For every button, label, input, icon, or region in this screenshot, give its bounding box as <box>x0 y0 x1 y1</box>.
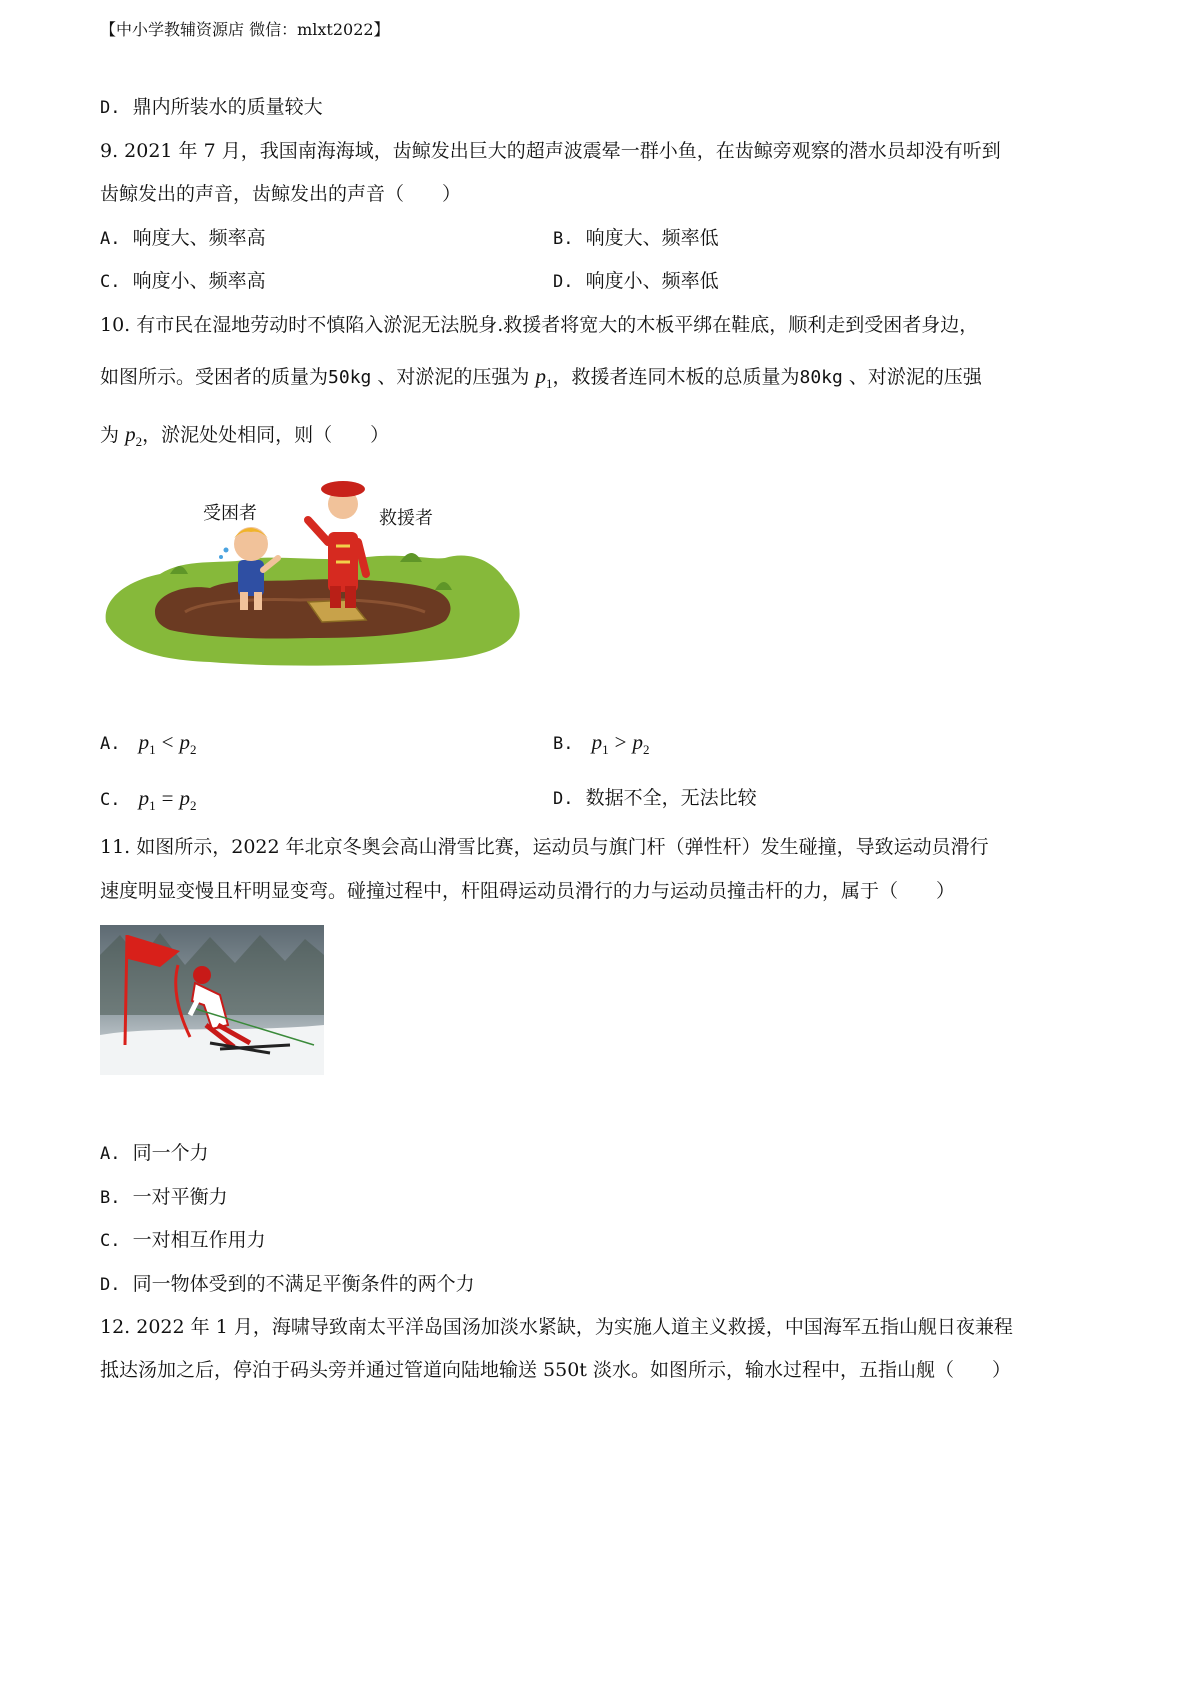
option-letter: D. <box>553 789 574 809</box>
option-text: 同一个力 <box>132 1142 209 1164</box>
math-symbol: p <box>535 364 546 388</box>
text-fragment: ，淤泥处处相同，则（ ） <box>142 424 390 446</box>
text-fragment: 如图所示。受困者的质量为 <box>100 366 329 388</box>
victim-head <box>234 527 268 561</box>
math-subscript: 2 <box>135 434 143 450</box>
q10-option-b <box>553 730 649 762</box>
q12-stem-line2: 抵达汤加之后，停泊于码头旁并通过管道向陆地输送 550t 淡水。如图所示，输水过程中，五指山舰（ ） <box>100 1359 1011 1381</box>
option-formula <box>138 730 197 758</box>
option-formula <box>138 786 197 814</box>
mass-rescuer: 80kg <box>799 367 843 388</box>
math-operator: = <box>161 786 174 810</box>
option-letter: A. <box>100 229 121 249</box>
math-subscript: 1 <box>149 798 156 814</box>
math-symbol: p <box>591 730 603 754</box>
option-letter: C. <box>100 272 121 292</box>
text-fragment: 为 <box>100 424 120 446</box>
victim-leg <box>254 592 262 610</box>
option-letter: D. <box>100 98 121 118</box>
label-victim: 受困者 <box>203 503 257 524</box>
q11-option-c <box>100 1228 266 1253</box>
label-rescuer: 救援者 <box>379 508 433 529</box>
q11-option-b <box>100 1185 228 1210</box>
option-letter: C. <box>100 790 121 810</box>
option-letter: B. <box>553 734 574 754</box>
q11-option-d <box>100 1272 475 1297</box>
q10-figure <box>100 462 522 672</box>
helmet-icon <box>321 481 365 497</box>
rescuer-arm <box>308 520 328 542</box>
math-subscript: 1 <box>602 742 609 758</box>
option-text: 数据不全，无法比较 <box>585 787 757 809</box>
gate-pole <box>125 935 127 1045</box>
option-text: 鼎内所装水的质量较大 <box>132 96 323 118</box>
math-operator: > <box>614 730 627 754</box>
math-subscript: 2 <box>642 742 650 758</box>
q10-option-a <box>100 730 196 762</box>
math-symbol: p <box>138 730 150 754</box>
rescuer-leg <box>330 586 341 608</box>
math-symbol: p <box>632 730 643 754</box>
math-subscript: 1 <box>545 376 553 392</box>
pressure-p1 <box>535 364 553 392</box>
q9-option-b <box>553 226 719 251</box>
math-subscript: 1 <box>149 742 156 758</box>
victim-body <box>238 560 264 596</box>
q10-stem-line2 <box>100 364 982 396</box>
q10-option-d <box>553 786 757 811</box>
option-text: 同一物体受到的不满足平衡条件的两个力 <box>132 1273 475 1295</box>
q8-option-d <box>100 95 323 120</box>
option-letter: A. <box>100 734 121 754</box>
victim-leg <box>240 592 248 610</box>
pressure-p2 <box>125 422 143 450</box>
math-operator: < <box>161 730 174 754</box>
text-fragment: 、对淤泥的压强 <box>848 366 982 388</box>
q9-stem-line1: 9. 2021 年 7 月，我国南海海域，齿鲸发出巨大的超声波震晕一群小鱼，在齿鲸旁观察的潜水员却没有听到 <box>100 140 1001 162</box>
q9-option-d <box>553 269 719 294</box>
option-letter: A. <box>100 1144 121 1164</box>
tear-icon <box>219 555 223 559</box>
q9-option-c <box>100 269 266 294</box>
option-formula <box>591 730 650 758</box>
math-symbol: p <box>138 786 150 810</box>
option-text: 一对平衡力 <box>132 1186 228 1208</box>
option-letter: B. <box>100 1188 121 1208</box>
option-text: 一对相互作用力 <box>132 1229 266 1251</box>
q11-option-a <box>100 1141 209 1166</box>
math-symbol: p <box>179 786 190 810</box>
skier-photo <box>100 925 324 1075</box>
q12-stem-line1: 12. 2022 年 1 月，海啸导致南太平洋岛国汤加淡水紧缺，为实施人道主义救援，中国海军五指山舰日夜兼程 <box>100 1316 1013 1338</box>
q9-option-a <box>100 226 266 251</box>
q10-option-c <box>100 786 196 818</box>
text-fragment: ，救援者连同木板的总质量为 <box>552 366 800 388</box>
option-letter: B. <box>553 229 574 249</box>
q11-stem-line2: 速度明显变慢且杆明显变弯。碰撞过程中，杆阻碍运动员滑行的力与运动员撞击杆的力，属于（ ） <box>100 880 956 902</box>
skier-helmet-icon <box>193 966 211 984</box>
option-text: 响度大、频率低 <box>585 227 719 249</box>
mass-victim: 50kg <box>328 367 372 388</box>
mud-rescue-illustration <box>100 462 522 672</box>
option-text: 响度小、频率低 <box>585 270 719 292</box>
option-letter: D. <box>100 1275 121 1295</box>
math-subscript: 2 <box>189 742 197 758</box>
option-text: 响度小、频率高 <box>132 270 266 292</box>
rescuer-leg <box>345 586 356 608</box>
page-header: 【中小学教辅资源店 微信：mlxt2022】 <box>100 20 390 39</box>
math-subscript: 2 <box>189 798 197 814</box>
q9-stem-line2: 齿鲸发出的声音，齿鲸发出的声音（ ） <box>100 183 462 205</box>
q10-stem-line3 <box>100 422 389 454</box>
q11-figure <box>100 925 324 1075</box>
option-letter: C. <box>100 1231 121 1251</box>
text-fragment: 、对淤泥的压强为 <box>377 366 530 388</box>
option-letter: D. <box>553 272 574 292</box>
mud-pit <box>155 579 451 638</box>
q11-stem-line1: 11. 如图所示，2022 年北京冬奥会高山滑雪比赛，运动员与旗门杆（弹性杆）发生碰撞，导致运动员滑行 <box>100 836 989 858</box>
option-text: 响度大、频率高 <box>132 227 266 249</box>
math-symbol: p <box>179 730 190 754</box>
math-symbol: p <box>125 422 136 446</box>
q10-stem-line1: 10. 有市民在湿地劳动时不慎陷入淤泥无法脱身.救援者将宽大的木板平绑在鞋底，顺利走到受困者身边， <box>100 314 979 336</box>
tear-icon <box>224 548 229 553</box>
